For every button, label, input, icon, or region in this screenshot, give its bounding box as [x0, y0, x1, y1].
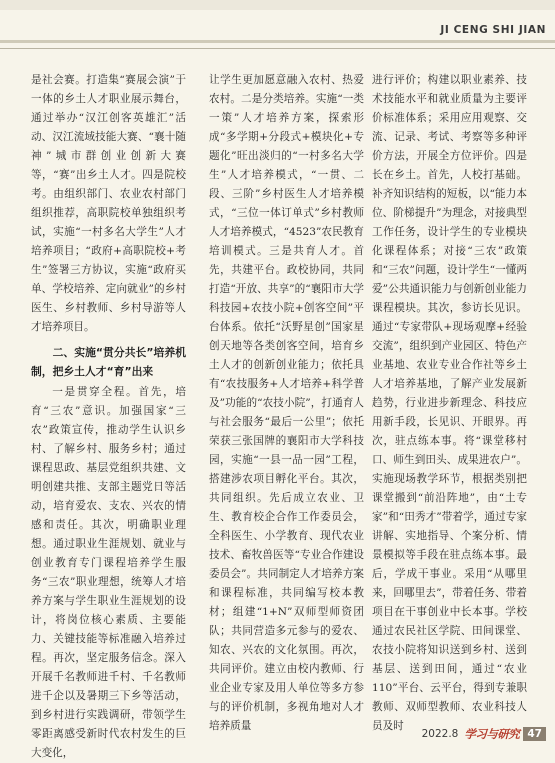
running-head: JI CENG SHI JIAN	[440, 24, 546, 36]
text-column-1	[31, 71, 186, 763]
section-heading: 二、实施“贯分共长”培养机制，把乡土人才“育”出来	[31, 346, 186, 378]
body-paragraph: 让学生更加愿意融入农村、热爱农村。二是分类培养。实施“一类一策”人才培养方案，探索形成“多学期+分段式+模块化+专题化”旺出淡归的“一村多名大学生”人才培养模式，“一贯、二段、三阶”乡村医生人才培养模式，“三位一体订单式”乡村教师人才培养模式，“4523”农民教育培训模式。三是共育人才。首先，共建平台。政校协同，共同打造“开放、共享”的“襄阳市大学科技园+农技小院+创客空间”平台体系。依托“沃野星创”国家星创天地等各类创客空间，培育乡土人才的创新创业能力；依托具有“农技服务+人才培养+科学普及”功能的“农技小院”，打通育人与社会服务“最后一公里”；依托荣获三张国牌的襄阳市大学科技园，实施“一县一品一园”工程，搭建涉农项目孵化平台。其次，共同组织。先后成立农业、卫生、教育校企合作工作委员会，全科医生、小学教育、现代农业技术、畜牧兽医等“专业合作建设委员会”。共同制定人才培养方案和课程标准，共同编写校本教材；组建“1+N”双师型师资团队；共同营造多元参与的爱农、知农、兴农的文化氛围。再次，共同评价。建立由校内教师、行业企业专家及用人单位等多方参与的评价机制，多视角地对人才培养质量	[209, 74, 364, 732]
header-rule	[0, 48, 555, 49]
page-number: 47	[523, 727, 546, 741]
text-column-2	[209, 71, 364, 736]
page-footer	[422, 725, 546, 743]
body-paragraph: 是社会赛。打造集“赛展会演”于一体的乡土人才职业展示舞台，通过举办“汉江创客英雄汇”活动、汉江流域技能大赛、“襄十随神”城市群创业创新大赛等，“赛”出乡土人才。四是院校考。由组织部门、农业农村部门组织推荐，高职院校单独组织考试，实施“一村多名大学生”人才培养项目；“政府+高职院校+考生”签署三方协议，实施“政府买单、学校培养、定向就业”的乡村医生、乡村教师、乡村导游等人才培养项目。	[31, 74, 186, 333]
top-margin-band	[0, 0, 555, 10]
body-paragraph: 进行评价；构建以职业素养、技术技能水平和就业质量为主要评价标准体系；采用应用观察、交流、记录、考试、考察等多种评价方法，开展全方位评价。四是长在乡土。首先，人校打基础。补齐知识结构的短板，以“能力本位、阶梯提升”为理念，对接典型工作任务，设计学生的专业模块化课程体系；对接“三农”政策和“三农”问题，设计学生“一懂两爱”公共通识能力与创新创业能力课程模块。其次，参访长见识。通过“专家带队+现场观摩+经验交流”，组织到产业园区、特色产业基地、农业专业合作社等乡土人才培养基地，了解产业发展新趋势，行业进步新理念、科技应用新手段，长见识、开眼界。再次，驻点练本事。将“课堂移村口、师生到田头、成果进农户”。实施现场教学环节，根据类别把课堂搬到“前沿阵地”，由“土专家”和“田秀才”带着学，通过专家讲解、实地指导、个案分析、情景模拟等手段在驻点练本事。最后，学成干事业。采用“从哪里来，回哪里去”，带着任务、带着项目在干事创业中长本事。学校通过农民社区学院、田间课堂、农技小院将知识送到乡村、送到基层、送到田间，通过“农业110”平台、云平台，得到专兼职教师、双师型教师、农业科技人员及时	[372, 74, 527, 732]
journal-logo: 学习与研究	[464, 727, 520, 741]
issue-date: 2022.8	[421, 728, 459, 740]
text-column-3	[372, 71, 527, 736]
header-bar	[0, 40, 555, 43]
body-paragraph: 一是贯穿全程。首先，培育“三农”意识。加强国家“三农”政策宣传，推动学生认识乡村、了解乡村、服务乡村；通过课程思政、基层党组织共建、文明创建共推、支部主题党日等活动，培育爱农、支农、兴农的情感和责任。其次，明确职业理想。通过职业生涯规划、就业与创业教育专门课程培养学生服务“三农”职业理想，统筹人才培养方案与学生职业生涯规划的设计，将岗位核心素质、主要能力、关键技能等标准融入培养过程。再次，坚定服务信念。深入开展千名教师进千村、千名教师进千企以及暑期三下乡等活动，到乡村进行实践调研，带领学生零距离感受新时代农村发生的巨大变化，	[31, 386, 186, 759]
